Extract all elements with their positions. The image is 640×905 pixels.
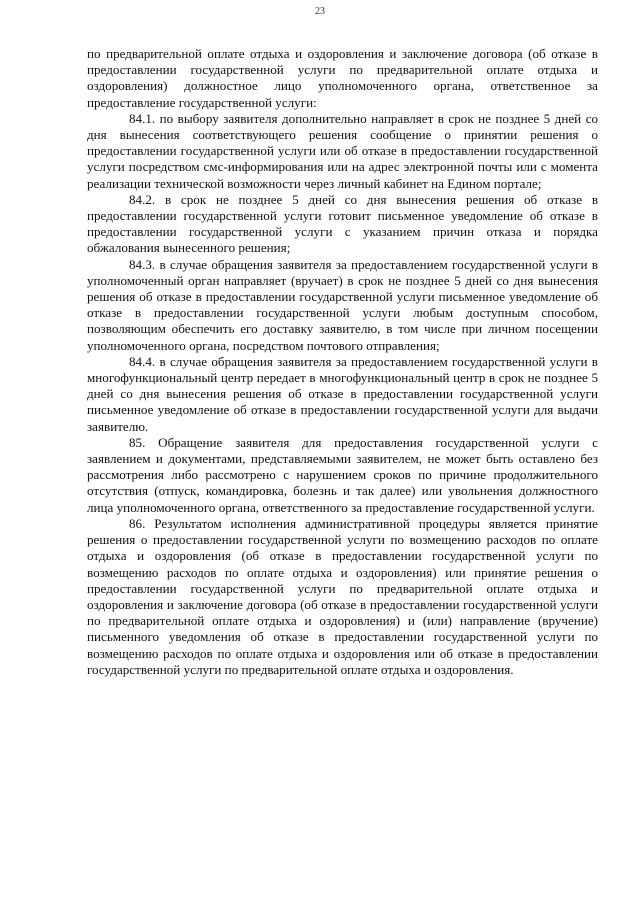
paragraph-84-2: 84.2. в срок не позднее 5 дней со дня вынесения решения об отказе в предоставлении государственной услуги готовит письменное уведомление об отказе в предоставлении государственной услуги с указанием причин отказа и порядка обжалования вынесенного решения; <box>87 191 598 256</box>
paragraph-86: 86. Результатом исполнения административной процедуры является принятие решения о предоставлении государственной услуги по возмещению расходов по оплате отдыха и оздоровления (об отказе в предоставлении государственной услуги по возмещению расходов по оплате отдыха и оздоровления) или принятие решения о предоставлении государственной услуги по предварительной оплате отдыха и оздоровления и заключение договора (об отказе в предоставлении государственной услуги по предварительной оплате отдыха и оздоровления) и (или) направление (вручение) письменного уведомления об отказе в предоставлении государственной услуги по возмещению расходов по оплате отдыха и оздоровления или об отказе в предоставлении государственной услуги по предварительной оплате отдыха и оздоровления. <box>87 515 598 677</box>
paragraph-85: 85. Обращение заявителя для предоставления государственной услуги с заявлением и документами, представляемыми заявителем, не может быть оставлено без рассмотрения либо рассмотрено с нарушением сроков по причине продолжительного отсутствия (отпуск, командировка, болезнь и так далее) или увольнения должностного лица уполномоченного органа, ответственного за предоставление государственной услуги. <box>87 434 598 515</box>
paragraph-84-4: 84.4. в случае обращения заявителя за предоставлением государственной услуги в многофункциональный центр передает в многофункциональный центр в срок не позднее 5 дней со дня вынесения решения об отказе в предоставлении государственной услуги письменное уведомление об отказе в предоставлении государственной услуги для выдачи заявителю. <box>87 353 598 434</box>
page-number: 23 <box>315 6 325 17</box>
document-body <box>87 46 598 678</box>
paragraph-84-1: 84.1. по выбору заявителя дополнительно направляет в срок не позднее 5 дней со дня вынесения соответствующего решения сообщение о принятии решения о предоставлении государственной услуги или об отказе в предоставлении государственной услуги посредством смс-информирования или на адрес электронной почты или с момента реализации технической возможности через личный кабинет на Едином портале; <box>87 110 598 191</box>
paragraph-continuation: по предварительной оплате отдыха и оздоровления и заключение договора (об отказе в предоставлении государственной услуги по предварительной оплате отдыха и оздоровления) должностное лицо уполномоченного органа, ответственное за предоставление государственной услуги: <box>87 46 598 110</box>
paragraph-84-3: 84.3. в случае обращения заявителя за предоставлением государственной услуги в уполномоченный орган направляет (вручает) в срок не позднее 5 дней со дня вынесения решения об отказе в предоставлении государственной услуги письменное уведомление об отказе в предоставлении государственной услуги любым доступным способом, позволяющим обеспечить его доставку заявителю, в том числе при личном посещении уполномоченного органа, посредством почтового отправления; <box>87 256 598 353</box>
